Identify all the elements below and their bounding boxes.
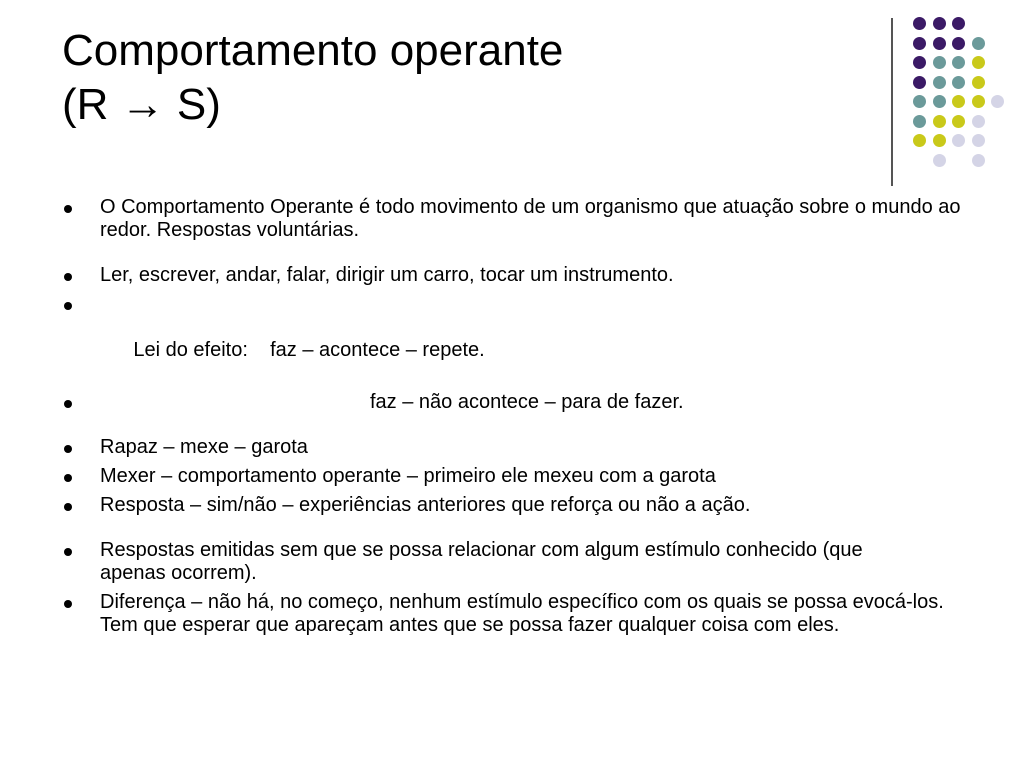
decorative-dot: [913, 76, 926, 89]
decorative-dot: [972, 37, 985, 50]
bullet-item-1: [62, 196, 980, 242]
decorative-dot: [933, 115, 946, 128]
decorative-dot: [972, 56, 985, 69]
decorative-dot: [933, 56, 946, 69]
decorative-dot: [991, 95, 1004, 108]
decorative-dot: [952, 115, 965, 128]
decorative-dot: [952, 17, 965, 30]
bullet-marker: [64, 205, 72, 213]
bullet-text: Rapaz – mexe – garota: [100, 436, 308, 458]
bullet-text: Lei do efeito: faz – acontece – repete.: [133, 339, 485, 361]
bullet-text: faz – não acontece – para de fazer.: [370, 391, 684, 413]
decorative-dot: [972, 115, 985, 128]
decorative-dot: [913, 95, 926, 108]
bullet-item-7: [62, 494, 962, 517]
decorative-dot: [913, 134, 926, 147]
decorative-dot: [913, 56, 926, 69]
slide-title-line-1: Comportamento operante: [62, 26, 564, 75]
bullet-item-9: [62, 591, 950, 637]
decorative-dot: [933, 95, 946, 108]
decorative-dot: [933, 154, 946, 167]
decorative-dot: [972, 76, 985, 89]
decorative-dot: [952, 95, 965, 108]
bullet-marker: [64, 302, 72, 310]
decorative-dot: [913, 37, 926, 50]
bullet-item-3: [62, 293, 962, 385]
bullet-item-5: [62, 436, 962, 459]
bullet-marker: [64, 445, 72, 453]
decorative-dot: [952, 56, 965, 69]
decorative-dot: [952, 76, 965, 89]
bullet-item-8: [62, 539, 900, 585]
decorative-dot: [972, 154, 985, 167]
decorative-dot: [933, 76, 946, 89]
slide-title-line-2: (R → S): [62, 80, 221, 129]
decorative-dot-grid: [0, 0, 1024, 200]
decorative-dot: [913, 17, 926, 30]
decorative-dot: [972, 134, 985, 147]
bullet-item-2: [62, 264, 962, 287]
bullet-list: [62, 196, 962, 637]
decorative-dot: [933, 17, 946, 30]
bullet-text: O Comportamento Operante é todo movimento de um organismo que atuação sobre o mundo ao redor. Respostas voluntárias.: [100, 196, 961, 241]
bullet-marker: [64, 548, 72, 556]
bullet-text: Mexer – comportamento operante – primeiro ele mexeu com a garota: [100, 465, 716, 487]
bullet-item-6: [62, 465, 962, 488]
bullet-marker: [64, 503, 72, 511]
decorative-dot: [952, 134, 965, 147]
bullet-text: Ler, escrever, andar, falar, dirigir um carro, tocar um instrumento.: [100, 264, 674, 286]
decorative-dot: [913, 115, 926, 128]
bullet-text: Respostas emitidas sem que se possa relacionar com algum estímulo conhecido (que apenas ocorrem).: [100, 539, 863, 584]
decorative-dot: [952, 37, 965, 50]
bullet-text: Diferença – não há, no começo, nenhum estímulo específico com os quais se possa evocá-los. Tem que esperar que apareçam antes que se possa fazer qualquer coisa com eles.: [100, 591, 944, 636]
decorative-dot: [972, 95, 985, 108]
decorative-dot: [933, 134, 946, 147]
bullet-marker: [64, 400, 72, 408]
bullet-marker: [64, 273, 72, 281]
decorative-dot: [933, 37, 946, 50]
bullet-text: Resposta – sim/não – experiências anteriores que reforça ou não a ação.: [100, 494, 751, 516]
bullet-marker: [64, 600, 72, 608]
bullet-marker: [64, 474, 72, 482]
bullet-item-4: [62, 391, 962, 414]
